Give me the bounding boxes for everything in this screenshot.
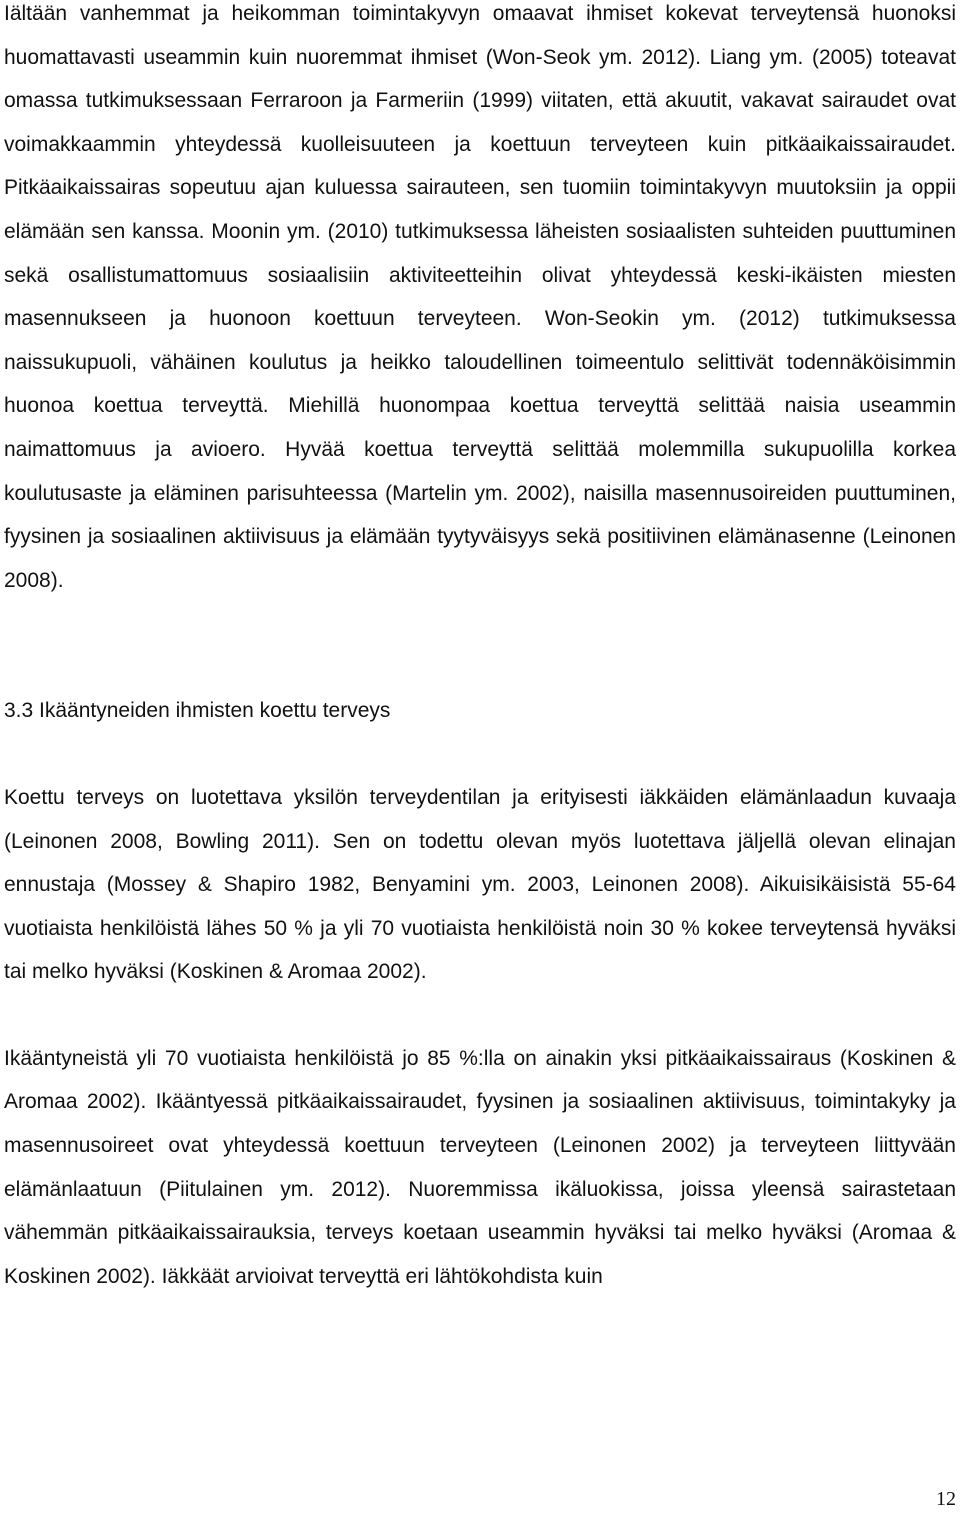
section-heading: 3.3 Ikääntyneiden ihmisten koettu terveys bbox=[4, 699, 391, 723]
paragraph-3: Ikääntyneistä yli 70 vuotiaista henkilöistä jo 85 %:lla on ainakin yksi pitkäaikaissairaus (Koskinen & Aromaa 2002). Ikääntyessä pitkäaikaissairaudet, fyysinen ja sosiaalinen aktiivisuus, toimintakyky ja masennusoireet ovat yhteydessä koettuun terveyteen (Leinonen 2002) ja terveyteen liittyvään elämänlaatuun (Piitulainen ym. 2012). Nuoremmissa ikäluokissa, joissa yleensä sairastetaan vähemmän pitkäaikaissairauksia, terveys koetaan useammin hyväksi tai melko hyväksi (Aromaa & Koskinen 2002). Iäkkäät arvioivat terveyttä eri lähtökohdista kuin bbox=[4, 1046, 956, 1288]
page-number: 12 bbox=[936, 1488, 956, 1510]
document-page bbox=[4, 0, 956, 1298]
paragraph-1: Iältään vanhemmat ja heikomman toimintakyvyn omaavat ihmiset kokevat terveytensä huonoksi huomattavasti useammin kuin nuoremmat ihmiset (Won-Seok ym. 2012). Liang ym. (2005) toteavat omassa tutkimuksessaan Ferraroon ja Farmeriin (1999) viitaten, että akuutit, vakavat sairaudet ovat voimakkaammin yhteydessä kuolleisuuteen ja koettuun terveyteen kuin pitkäaikaissairaudet. Pitkäaikaissairas sopeutuu ajan kuluessa sairauteen, sen tuomiin toimintakyvyn muutoksiin ja oppii elämään sen kanssa. Moonin ym. (2010) tutkimuksessa läheisten sosiaalisten suhteiden puuttuminen sekä osallistumattomuus sosiaalisiin aktiviteetteihin olivat yhteydessä keski-ikäisten miesten masennukseen ja huonoon koettuun terveyteen. Won-Seokin ym. (2012) tutkimuksessa naissukupuoli, vähäinen koulutus ja heikko taloudellinen toimeentulo selittivät todennäköisimmin huonoa koettua terveyttä. Miehillä huonompaa koettua terveyttä selittää naisia useammin naimattomuus ja avioero. Hyvää koettua terveyttä selittää molemmilla sukupuolilla korkea koulutusaste ja eläminen parisuhteessa (Martelin ym. 2002), naisilla masennusoireiden puuttuminen, fyysinen ja sosiaalinen aktiivisuus ja elämään tyytyväisyys sekä positiivinen elämänasenne (Leinonen 2008). bbox=[4, 2, 956, 592]
paragraph-2: Koettu terveys on luotettava yksilön terveydentilan ja erityisesti iäkkäiden elämänlaadun kuvaaja (Leinonen 2008, Bowling 2011). Sen on todettu olevan myös luotettava jäljellä olevan elinajan ennustaja (Mossey & Shapiro 1982, Benyamini ym. 2003, Leinonen 2008). Aikuisikäisistä 55-64 vuotiaista henkilöistä lähes 50 % ja yli 70 vuotiaista henkilöistä noin 30 % kokee terveytensä hyväksi tai melko hyväksi (Koskinen & Aromaa 2002). bbox=[4, 785, 956, 984]
